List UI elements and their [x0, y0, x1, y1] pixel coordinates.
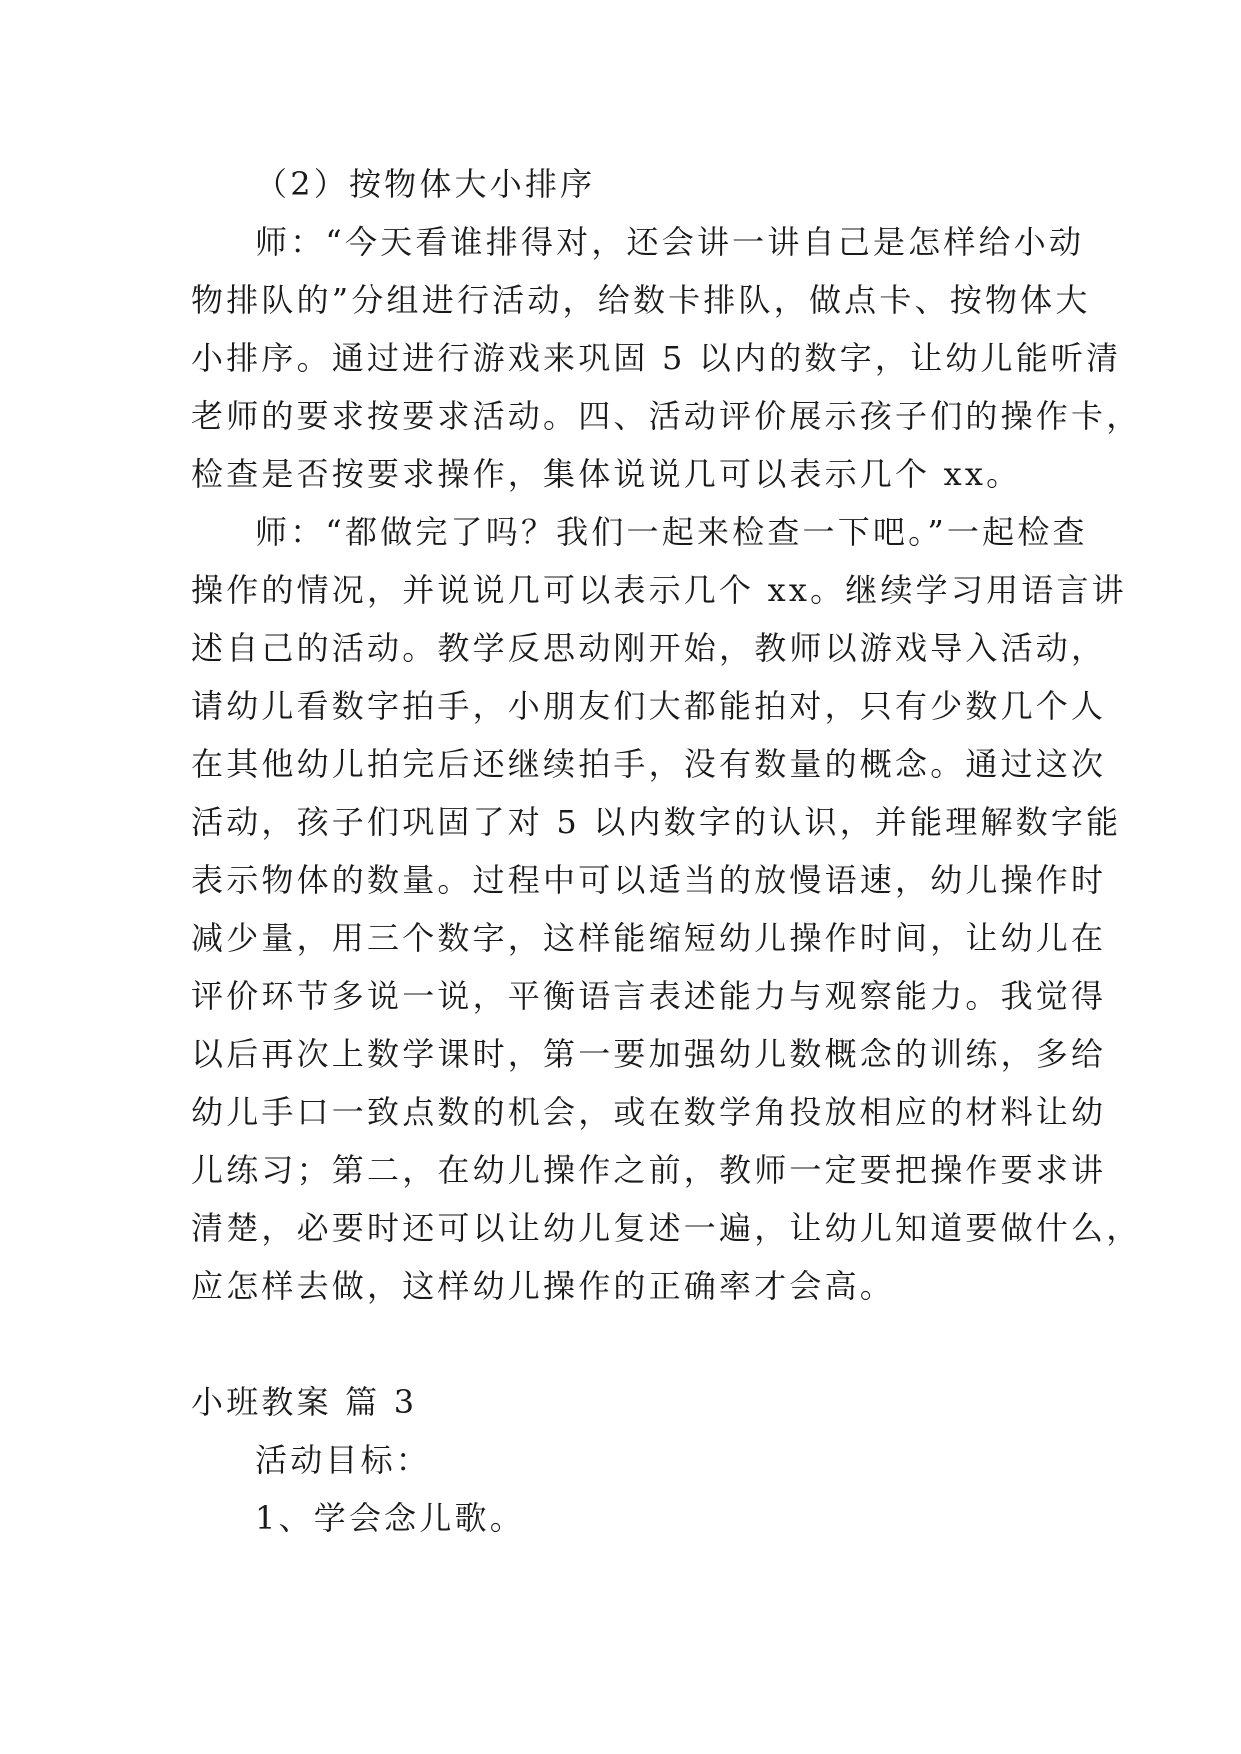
- goal-item: 1、学会念儿歌。: [255, 1499, 525, 1537]
- paragraph-line: 在其他幼儿拍完后还继续拍手，没有数量的概念。通过这次: [191, 745, 1107, 783]
- paragraph-line: 表示物体的数量。过程中可以适当的放慢语速，幼儿操作时: [191, 861, 1107, 899]
- paragraph-line: 减少量，用三个数字，这样能缩短幼儿操作时间，让幼儿在: [191, 919, 1107, 957]
- paragraph-line: 师：“今天看谁排得对，还会讲一讲自己是怎样给小动: [255, 223, 1085, 261]
- paragraph-line: 师：“都做完了吗？我们一起来检查一下吧。”一起检查: [255, 513, 1088, 551]
- paragraph-line: 清楚，必要时还可以让幼儿复述一遍，让幼儿知道要做什么，: [191, 1209, 1142, 1247]
- paragraph-line: 评价环节多说一说，平衡语言表述能力与观察能力。我觉得: [191, 977, 1107, 1015]
- activity-goals-label: 活动目标：: [255, 1441, 432, 1479]
- paragraph-line: 儿练习；第二，在幼儿操作之前，教师一定要把操作要求讲: [191, 1151, 1107, 1189]
- section-heading: 小班教案 篇 3: [191, 1383, 418, 1421]
- paragraph-line: 述自己的活动。教学反思动刚开始，教师以游戏导入活动，: [191, 629, 1107, 667]
- paragraph-line: 老师的要求按要求活动。四、活动评价展示孩子们的操作卡，: [191, 397, 1142, 435]
- paragraph-line: 物排队的”分组进行活动，给数卡排队，做点卡、按物体大: [191, 281, 1091, 319]
- paragraph-line: 操作的情况，并说说几可以表示几个 xx。继续学习用语言讲: [191, 571, 1127, 609]
- subheading-sort-by-size: （2）按物体大小排序: [255, 165, 596, 203]
- paragraph-line: 幼儿手口一致点数的机会，或在数学角投放相应的材料让幼: [191, 1093, 1107, 1131]
- paragraph-line: 以后再次上数学课时，第一要加强幼儿数概念的训练，多给: [191, 1035, 1107, 1073]
- paragraph-line: 活动，孩子们巩固了对 5 以内数字的认识，并能理解数字能: [191, 803, 1122, 841]
- paragraph-line: 小排序。通过进行游戏来巩固 5 以内的数字，让幼儿能听清: [191, 339, 1122, 377]
- paragraph-line: 检查是否按要求操作，集体说说几可以表示几个 xx。: [191, 455, 1022, 493]
- paragraph-line: 请幼儿看数字拍手，小朋友们大都能拍对，只有少数几个人: [191, 687, 1107, 725]
- paragraph-line: 应怎样去做，这样幼儿操作的正确率才会高。: [191, 1267, 896, 1305]
